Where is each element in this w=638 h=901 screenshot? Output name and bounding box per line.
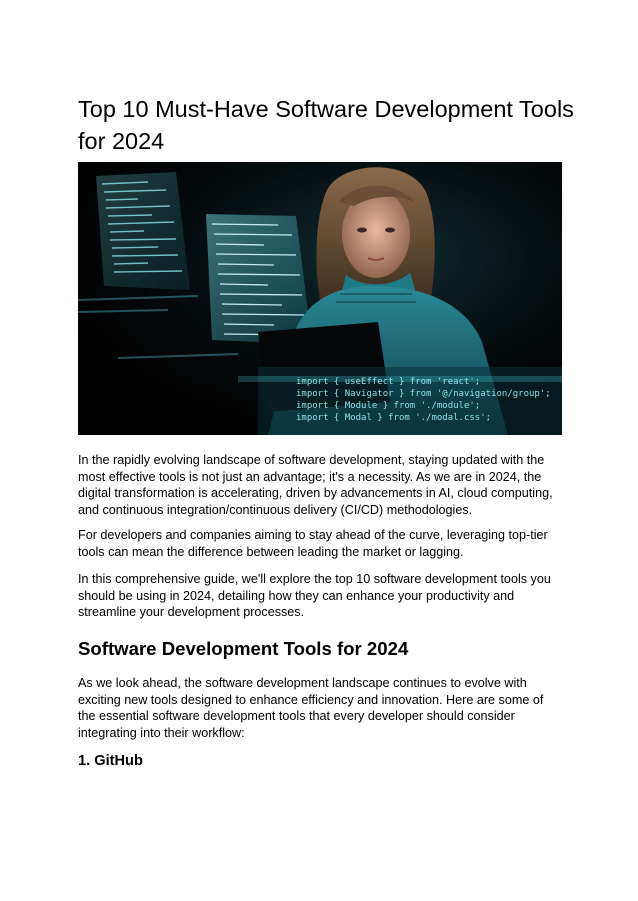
- code-line: import { Navigator } from '@/navigation/group';: [296, 389, 551, 399]
- section-heading: Software Development Tools for 2024: [78, 638, 409, 659]
- code-line: import { Module } from './module';: [296, 401, 481, 411]
- section-intro-paragraph: As we look ahead, the software development landscape continues to evolve with exciting new tools designed to enhance efficiency and innovation. Here are some of the essential software development tools that every developer should consider integrating into their workflow:: [78, 676, 544, 740]
- code-overlay-bottom: [238, 367, 562, 435]
- intro-paragraph: For developers and companies aiming to stay ahead of the curve, leveraging top-tier tools can mean the difference between leading the market or lagging.: [78, 528, 548, 559]
- hero-image: [78, 162, 562, 435]
- intro-paragraph: In the rapidly evolving landscape of software development, staying updated with the most effective tools is not just an advantage; it's a necessity. As we are in 2024, the digital transformation is accelerating, driven by advancements in AI, cloud computing, and continuous integration/continuous delivery (CI/CD) methodologies.: [78, 453, 553, 517]
- page-title: Top 10 Must-Have Software Development Tools for 2024: [78, 96, 574, 154]
- tool-heading-github: 1. GitHub: [78, 753, 143, 769]
- code-line: import { Modal } from './modal.css';: [296, 413, 492, 423]
- code-line: import { useEffect } from 'react';: [296, 377, 481, 387]
- intro-paragraph: In this comprehensive guide, we'll explore the top 10 software development tools you should be using in 2024, detailing how they can enhance your productivity and streamline your development processes.: [78, 572, 551, 619]
- code-panel-center: [206, 214, 312, 344]
- code-panel-left: [96, 172, 190, 290]
- woman-coding-illustration: [78, 162, 562, 435]
